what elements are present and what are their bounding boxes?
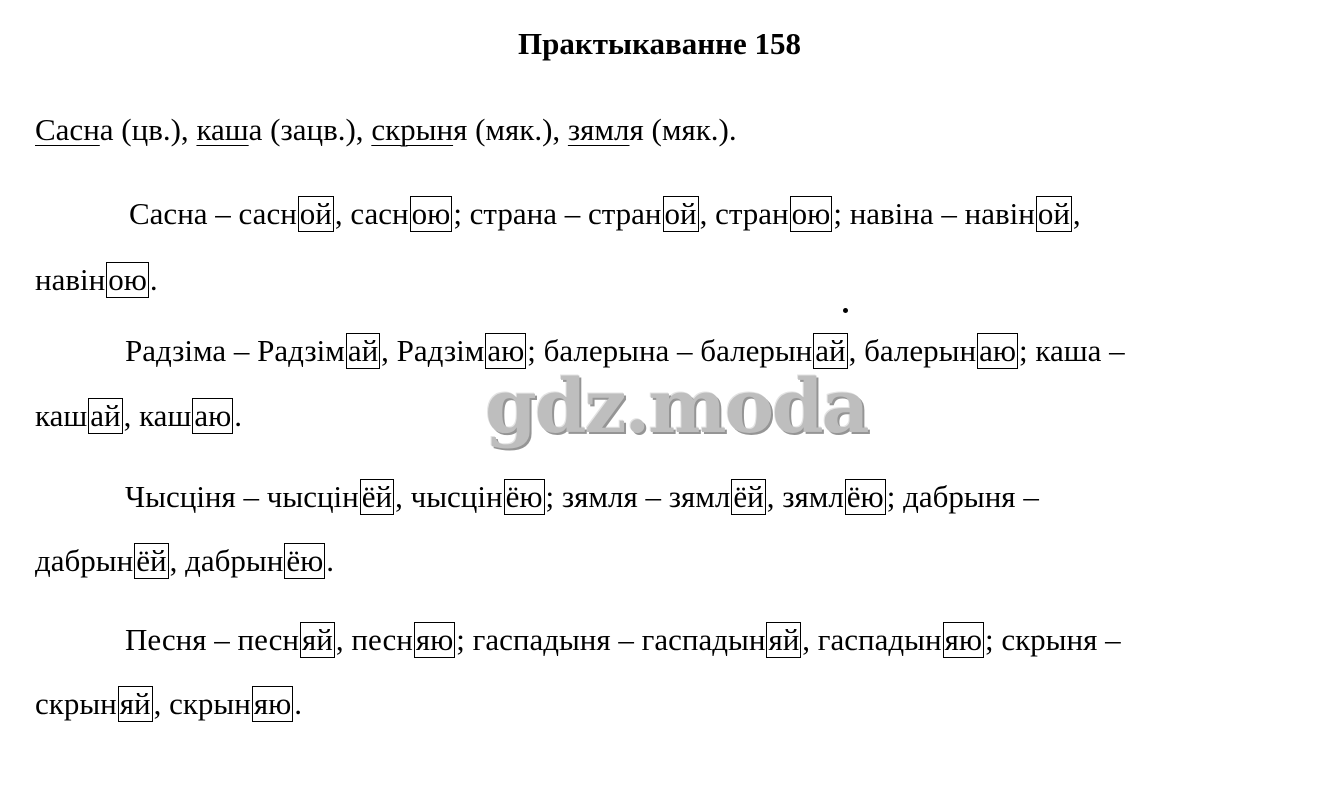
paragraph-3-line-1 — [125, 477, 1039, 517]
text-segment: , сасн — [334, 196, 409, 231]
text-segment: Сасна – сасн — [129, 196, 297, 231]
boxed-ending: ой — [664, 196, 697, 231]
text-segment: дабрын — [35, 543, 134, 578]
boxed-ending: яй — [119, 686, 151, 721]
underlined-stem: зямл — [567, 112, 630, 147]
text-segment: , — [1072, 196, 1081, 231]
text-segment: , гаспадын — [802, 622, 942, 657]
text-segment: , каш — [123, 398, 192, 433]
text-segment: , Радзім — [381, 333, 485, 368]
boxed-ending: ёю — [846, 479, 884, 514]
text-segment: Радзіма – Радзім — [125, 333, 345, 368]
boxed-ending: ёю — [286, 543, 324, 578]
paragraph-4-line-2 — [35, 684, 302, 724]
paragraph-3-line-2 — [35, 541, 334, 581]
paragraph-1-line-1 — [129, 194, 1081, 234]
boxed-ending: ёю — [505, 479, 543, 514]
text-segment: навін — [35, 262, 106, 297]
text-segment: , чысцін — [395, 479, 503, 514]
intro-text: я (мяк.). — [629, 112, 737, 147]
paragraph-4-line-1 — [125, 620, 1121, 660]
boxed-ending: ой — [299, 196, 332, 231]
boxed-ending: аю — [487, 333, 525, 368]
text-segment: ; страна – стран — [453, 196, 662, 231]
boxed-ending: ай — [90, 398, 121, 433]
boxed-ending: ёй — [733, 479, 764, 514]
text-segment: Песня – песн — [125, 622, 299, 657]
paragraph-1-line-2 — [35, 260, 158, 300]
text-segment: ; навіна – навін — [833, 196, 1035, 231]
text-segment: . — [149, 262, 158, 297]
boxed-ending: яю — [253, 686, 292, 721]
paragraph-2-line-2 — [35, 396, 242, 436]
boxed-ending: ай — [347, 333, 379, 368]
boxed-ending: аю — [979, 333, 1016, 368]
text-segment: . — [234, 398, 242, 433]
underlined-stem: скрын — [371, 112, 454, 147]
text-segment: скрын — [35, 686, 117, 721]
boxed-ending: ой — [1037, 196, 1070, 231]
text-segment: ; дабрыня – — [886, 479, 1039, 514]
boxed-ending: аю — [194, 398, 232, 433]
underlined-stem: Сасн — [35, 112, 100, 147]
text-segment: Чысціня – чысцін — [125, 479, 359, 514]
text-segment: , песн — [335, 622, 413, 657]
text-segment: , зямл — [766, 479, 844, 514]
text-segment: ; скрыня – — [985, 622, 1121, 657]
text-segment: каш — [35, 398, 88, 433]
text-segment: ; балерына – балерын — [527, 333, 813, 368]
text-segment: , скрын — [153, 686, 251, 721]
stray-dot — [843, 308, 848, 313]
intro-text: а (цв.), — [99, 112, 197, 147]
boxed-ending: яй — [302, 622, 333, 657]
text-segment: ; каша – — [1019, 333, 1125, 368]
text-segment: . — [326, 543, 334, 578]
watermark-logo: gdz.moda — [485, 364, 868, 450]
text-segment: . — [294, 686, 303, 721]
boxed-ending: ою — [791, 196, 831, 231]
boxed-ending: яю — [415, 622, 454, 657]
intro-line — [35, 110, 737, 150]
text-segment: ; гаспадыня – гаспадын — [456, 622, 766, 657]
boxed-ending: яй — [768, 622, 800, 657]
boxed-ending: ёй — [361, 479, 393, 514]
page-title: Практыкаванне 158 — [517, 26, 801, 61]
text-segment: , стран — [699, 196, 789, 231]
boxed-ending: ою — [411, 196, 451, 231]
text-segment: ; зямля – зямл — [545, 479, 731, 514]
boxed-ending: ай — [815, 333, 846, 368]
text-segment: , балерын — [848, 333, 977, 368]
intro-text: а (зацв.), — [248, 112, 372, 147]
intro-text: я (мяк.), — [453, 112, 568, 147]
text-segment: , дабрын — [169, 543, 284, 578]
underlined-stem: каш — [196, 112, 249, 147]
boxed-ending: ою — [108, 262, 147, 297]
boxed-ending: ёй — [136, 543, 167, 578]
boxed-ending: яю — [944, 622, 982, 657]
